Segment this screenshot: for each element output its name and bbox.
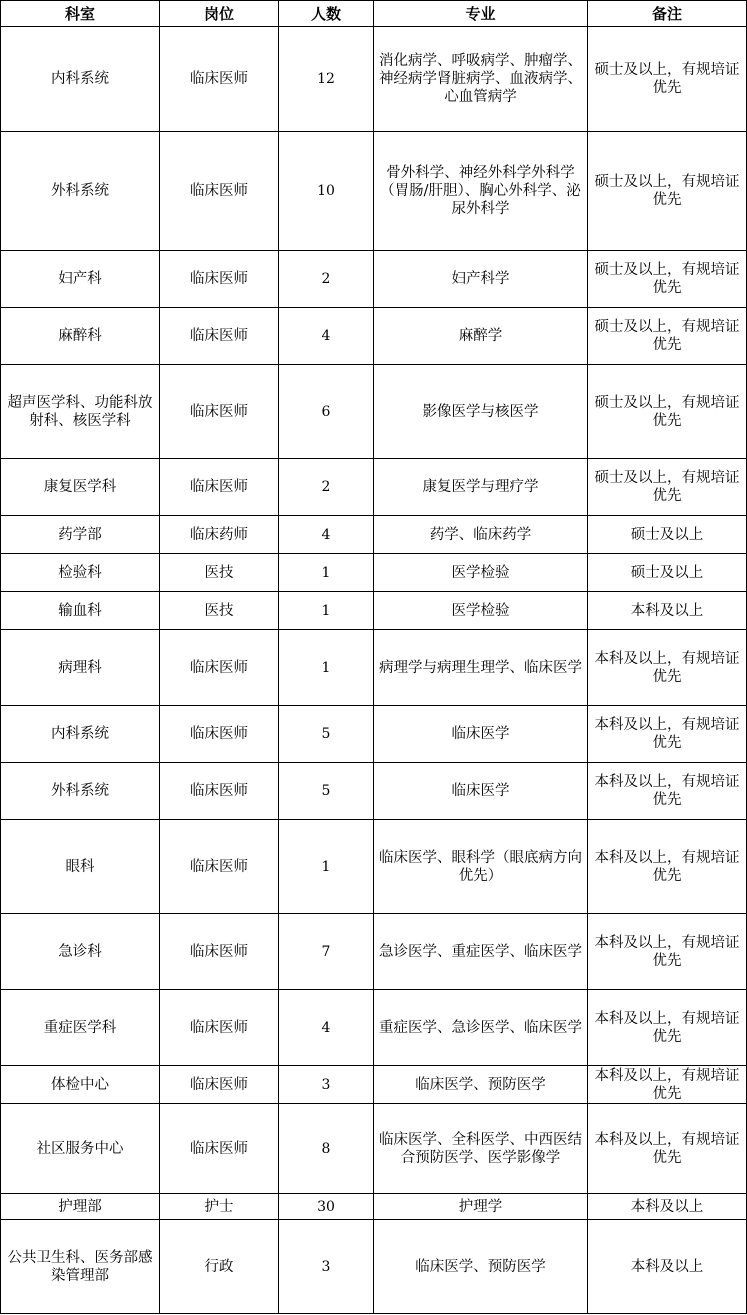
cell-note: 硕士及以上 [588, 516, 747, 554]
cell-dept: 重症医学科 [1, 990, 160, 1066]
cell-major: 药学、临床药学 [374, 516, 588, 554]
cell-dept: 病理科 [1, 630, 160, 706]
cell-post: 护士 [160, 1194, 279, 1220]
cell-post: 医技 [160, 592, 279, 630]
cell-note: 本科及以上 [588, 592, 747, 630]
cell-note: 硕士及以上，有规培证优先 [588, 308, 747, 365]
cell-count: 6 [279, 365, 374, 459]
cell-count: 2 [279, 251, 374, 308]
cell-dept: 急诊科 [1, 914, 160, 990]
cell-dept: 康复医学科 [1, 459, 160, 516]
table-row [1, 251, 747, 308]
cell-note: 本科及以上，有规培证优先 [588, 990, 747, 1066]
cell-post: 临床医师 [160, 706, 279, 763]
cell-count: 4 [279, 308, 374, 365]
table-row [1, 516, 747, 554]
cell-dept: 公共卫生科、医务部感染管理部 [1, 1220, 160, 1314]
header-major: 专业 [374, 1, 588, 27]
cell-major: 临床医学、全科医学、中西医结合预防医学、医学影像学 [374, 1104, 588, 1194]
cell-post: 医技 [160, 554, 279, 592]
cell-count: 4 [279, 990, 374, 1066]
cell-count: 2 [279, 459, 374, 516]
cell-count: 5 [279, 706, 374, 763]
cell-major: 骨外科学、神经外科学外科学（胃肠/肝胆）、胸心外科学、泌尿外科学 [374, 132, 588, 251]
cell-major: 麻醉学 [374, 308, 588, 365]
cell-count: 3 [279, 1066, 374, 1104]
cell-note: 本科及以上，有规培证优先 [588, 914, 747, 990]
cell-dept: 体检中心 [1, 1066, 160, 1104]
cell-note: 本科及以上，有规培证优先 [588, 820, 747, 914]
cell-post: 行政 [160, 1220, 279, 1314]
table-row [1, 630, 747, 706]
table-row [1, 990, 747, 1066]
cell-major: 影像医学与核医学 [374, 365, 588, 459]
header-note: 备注 [588, 1, 747, 27]
table-row [1, 1066, 747, 1104]
table-row [1, 820, 747, 914]
table-row [1, 763, 747, 820]
table-row [1, 706, 747, 763]
cell-dept: 社区服务中心 [1, 1104, 160, 1194]
cell-count: 3 [279, 1220, 374, 1314]
cell-count: 1 [279, 630, 374, 706]
cell-count: 12 [279, 27, 374, 132]
table-row [1, 554, 747, 592]
cell-post: 临床医师 [160, 1066, 279, 1104]
table-header-row [1, 1, 747, 27]
cell-count: 4 [279, 516, 374, 554]
cell-major: 消化病学、呼吸病学、肿瘤学、神经病学肾脏病学、血液病学、心血管病学 [374, 27, 588, 132]
cell-dept: 检验科 [1, 554, 160, 592]
table-row [1, 308, 747, 365]
cell-major: 临床医学 [374, 706, 588, 763]
cell-dept: 眼科 [1, 820, 160, 914]
cell-dept: 外科系统 [1, 132, 160, 251]
table-row [1, 1220, 747, 1314]
cell-dept: 外科系统 [1, 763, 160, 820]
cell-major: 医学检验 [374, 554, 588, 592]
cell-post: 临床医师 [160, 459, 279, 516]
cell-post: 临床医师 [160, 365, 279, 459]
cell-note: 硕士及以上，有规培证优先 [588, 132, 747, 251]
cell-major: 病理学与病理生理学、临床医学 [374, 630, 588, 706]
cell-major: 护理学 [374, 1194, 588, 1220]
cell-dept: 药学部 [1, 516, 160, 554]
table-row [1, 132, 747, 251]
table-row [1, 27, 747, 132]
cell-dept: 麻醉科 [1, 308, 160, 365]
cell-note: 硕士及以上，有规培证优先 [588, 251, 747, 308]
cell-post: 临床医师 [160, 251, 279, 308]
cell-count: 5 [279, 763, 374, 820]
cell-dept: 超声医学科、功能科放射科、核医学科 [1, 365, 160, 459]
header-post: 岗位 [160, 1, 279, 27]
cell-note: 本科及以上，有规培证优先 [588, 630, 747, 706]
cell-post: 临床医师 [160, 914, 279, 990]
cell-post: 临床医师 [160, 1104, 279, 1194]
cell-note: 本科及以上，有规培证优先 [588, 1066, 747, 1104]
cell-post: 临床医师 [160, 990, 279, 1066]
cell-note: 硕士及以上，有规培证优先 [588, 459, 747, 516]
cell-major: 临床医学 [374, 763, 588, 820]
cell-dept: 输血科 [1, 592, 160, 630]
cell-post: 临床医师 [160, 820, 279, 914]
cell-count: 1 [279, 820, 374, 914]
cell-count: 30 [279, 1194, 374, 1220]
cell-count: 1 [279, 592, 374, 630]
table-row [1, 914, 747, 990]
cell-major: 医学检验 [374, 592, 588, 630]
cell-count: 10 [279, 132, 374, 251]
cell-note: 硕士及以上，有规培证优先 [588, 27, 747, 132]
header-count: 人数 [279, 1, 374, 27]
cell-post: 临床医师 [160, 132, 279, 251]
table-row [1, 592, 747, 630]
cell-major: 临床医学、眼科学（眼底病方向优先） [374, 820, 588, 914]
cell-dept: 内科系统 [1, 706, 160, 763]
cell-major: 急诊医学、重症医学、临床医学 [374, 914, 588, 990]
cell-major: 临床医学、预防医学 [374, 1066, 588, 1104]
cell-note: 硕士及以上 [588, 554, 747, 592]
cell-note: 本科及以上，有规培证优先 [588, 706, 747, 763]
cell-post: 临床药师 [160, 516, 279, 554]
cell-count: 7 [279, 914, 374, 990]
cell-dept: 护理部 [1, 1194, 160, 1220]
table-row [1, 1194, 747, 1220]
header-dept: 科室 [1, 1, 160, 27]
table-row [1, 365, 747, 459]
cell-note: 硕士及以上，有规培证优先 [588, 365, 747, 459]
cell-dept: 内科系统 [1, 27, 160, 132]
cell-post: 临床医师 [160, 308, 279, 365]
cell-note: 本科及以上，有规培证优先 [588, 763, 747, 820]
cell-post: 临床医师 [160, 630, 279, 706]
table-row [1, 459, 747, 516]
cell-post: 临床医师 [160, 763, 279, 820]
cell-post: 临床医师 [160, 27, 279, 132]
cell-note: 本科及以上，有规培证优先 [588, 1104, 747, 1194]
cell-note: 本科及以上 [588, 1220, 747, 1314]
cell-major: 妇产科学 [374, 251, 588, 308]
cell-note: 本科及以上 [588, 1194, 747, 1220]
cell-dept: 妇产科 [1, 251, 160, 308]
cell-count: 8 [279, 1104, 374, 1194]
cell-count: 1 [279, 554, 374, 592]
cell-major: 康复医学与理疗学 [374, 459, 588, 516]
cell-major: 临床医学、预防医学 [374, 1220, 588, 1314]
table-row [1, 1104, 747, 1194]
cell-major: 重症医学、急诊医学、临床医学 [374, 990, 588, 1066]
